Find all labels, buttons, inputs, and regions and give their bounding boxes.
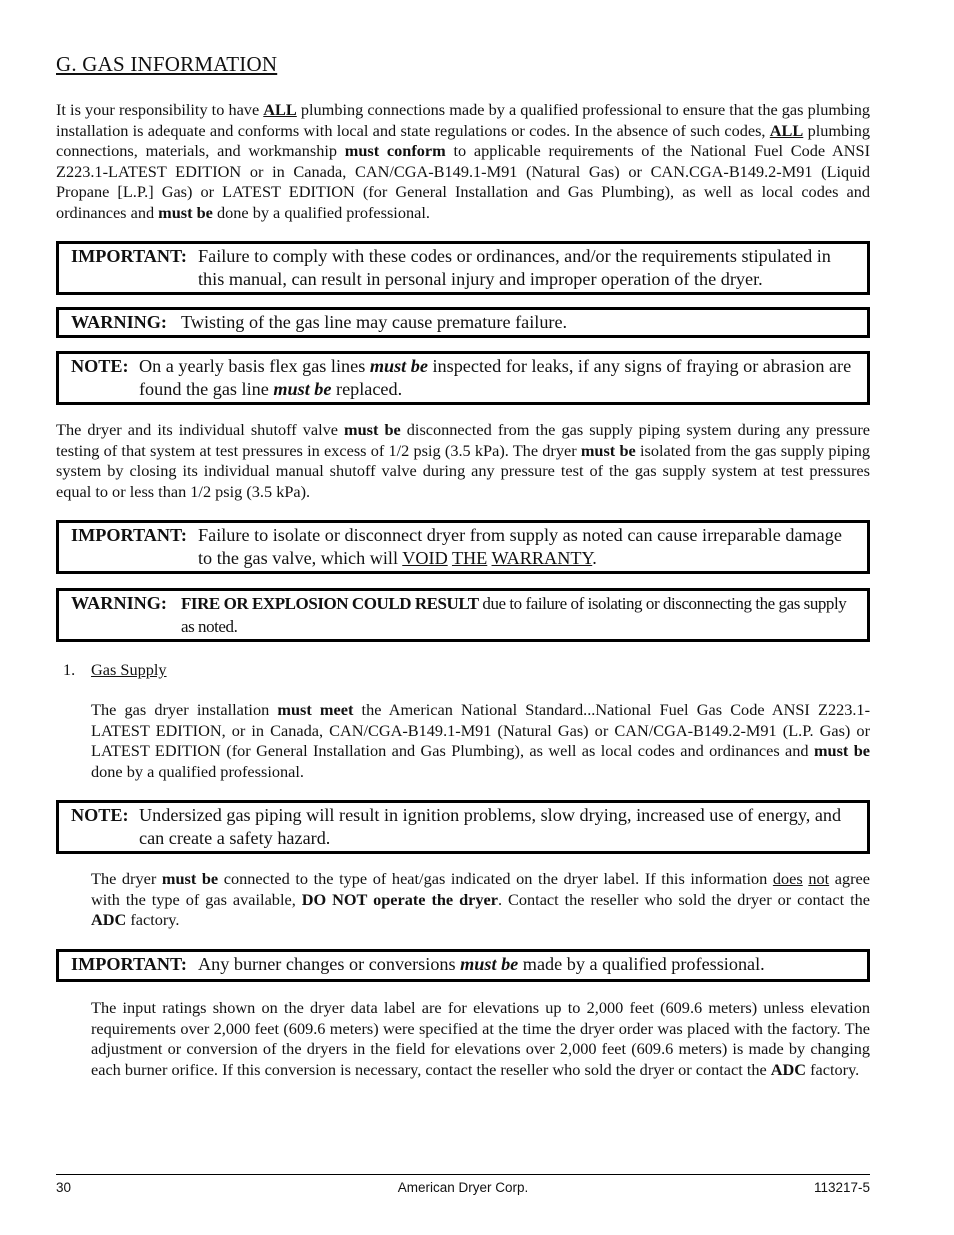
section-title: G. GAS INFORMATION [56,52,278,76]
important-isolate-period: . [592,548,597,568]
warning-label-2: WARNING: [71,593,167,613]
warning-box-twisting [56,307,870,338]
adc-text-2: ADC [770,1059,807,1079]
shutoff-text-1: The dryer and its individual shutoff valve [56,420,345,439]
elevation-text-1: The input ratings shown on the dryer data label are for elevations up to 2,000 feet (609.6 meters) unless elevation requirements over 2,000 feet (609.6 meters) were specified at the time the dryer order was placed with the factory. The adjustment or conversion of the dryers in the field for elevations over 2,000 feet (609.6 meters) is made by changing each burner orifice. If this conversion is necessary, contact the reseller who sold the dryer or contact the [91,998,870,1079]
note-box-flex-lines [56,351,870,405]
intro-text-4: to applicable requirements of the National Fuel Code ANSI Z223.1-LATEST EDITION or in Canada, CAN/CGA-B149.1-M91 (Natural Gas) or CAN.CGA-B149.2-M91 (Liquid Propane [L.P.] Gas) or LATEST EDITION (for General Installation and Gas Plumbing), as well as local codes and ordinances and [56,141,871,222]
note-must-be-1: must be [369,356,428,376]
gas-supply-must-be: must be [813,741,870,761]
shutoff-text-3: isolated from the gas supply piping system by closing its individual manual shutoff valve during any pressure test of the gas supply system at test pressures equal to or less than 1/2 psig (3.5 kPa). [56,440,870,501]
heat-type-must-be: must be [161,869,219,888]
heat-type-text-1: The dryer [91,869,162,888]
important-label: IMPORTANT: [71,246,187,266]
important-text: Failure to comply with these codes or ordinances, and/or the requirements stipulated in this manual, can result in personal injury and improper operation of the dryer. [198,246,831,289]
important-isolate-text: Failure to isolate or disconnect dryer from supply as noted can cause irreparable damage to the gas valve, which will [198,525,842,568]
burner-text-1: Any burner changes or conversions [198,954,461,974]
footer-page-number: 30 [56,1180,72,1195]
gas-supply-text-2: the American National Standard...National Fuel Gas Code ANSI Z223.1-LATEST EDITION, or in Canada, CAN/CGA-B149.1-M91 (Natural Gas) or CAN/CGA-B149.2-M91 (L.P. Gas) or LATEST EDITION (for General Installation and Gas Plumbing), as well as local codes and ordinances and [91,700,870,761]
does-word: does [772,869,803,888]
gas-supply-text-3: done by a qualified professional. [91,761,304,781]
shutoff-text-2: disconnected from the gas supply piping system during any pressure testing of that system at test pressures in excess of 1/2 psig (3.5 kPa). The dryer [56,420,870,460]
intro-all-2: ALL [769,120,804,140]
footer-doc-number: 113217-5 [813,1180,870,1195]
note-text-1: On a yearly basis flex gas lines [139,356,370,376]
heat-type-text-4: . Contact the reseller who sold the dryer or contact the [498,889,870,909]
intro-text-5: done by a qualified professional. [212,202,430,222]
important-box-burner [56,949,870,982]
important-text-2 [71,524,857,570]
important-label-2: IMPORTANT: [71,525,187,545]
document-page [56,0,870,1235]
important-label-3: IMPORTANT: [71,954,187,974]
elevation-paragraph [91,998,870,1080]
intro-must-be: must be [158,202,213,222]
intro-paragraph [56,100,870,224]
list-number: 1. [63,660,76,679]
shutoff-must-be-2: must be [580,440,636,460]
note-label-2: NOTE: [71,805,129,825]
list-title: Gas Supply [91,660,167,679]
void-word: VOID [402,548,448,568]
intro-text-1: It is your responsibility to have [56,100,264,119]
important-box-codes [56,241,870,295]
note-box-undersized [56,800,870,854]
gas-supply-paragraph [91,700,870,782]
shutoff-must-be-1: must be [344,420,401,439]
heat-type-text-5: factory. [126,910,180,930]
gas-supply-must-meet: must meet [277,700,354,719]
warranty-word: WARRANTY [491,548,593,568]
elevation-text-2: factory. [806,1059,860,1079]
note-text-3: replaced. [331,379,403,399]
shutoff-paragraph [56,420,870,502]
warning-label: WARNING: [71,312,167,332]
note-label: NOTE: [71,356,129,376]
list-item-gas-supply [63,660,167,680]
note-text [71,355,857,401]
gas-supply-text-1: The gas dryer installation [91,700,278,719]
intro-all-1: ALL [263,100,297,119]
adc-text: ADC [91,910,127,930]
warning-text-2 [71,592,857,638]
note-must-be-2: must be [273,379,332,399]
do-not-operate: DO NOT operate the dryer [301,889,498,909]
intro-text-2: plumbing connections made by a qualified professional to ensure that the gas plumbing installation is adequate and conforms with local and state regulations or codes. In the absence of such codes, [56,100,870,140]
warning-box-explosion [56,588,870,642]
note-text-2: inspected for leaks, if any signs of fraying or abrasion are found the gas line [139,356,852,399]
not-word: not [808,869,830,888]
important-text-3 [71,953,857,976]
important-box-isolate [56,520,870,574]
intro-must-conform: must conform [344,141,446,161]
warning-text: Twisting of the gas line may cause premature failure. [181,312,568,332]
note-text-2: Undersized gas piping will result in ignition problems, slow drying, increased use of energy, and can create a safety hazard. [139,805,842,848]
fire-explosion-text: FIRE OR EXPLOSION COULD RESULT [181,594,479,613]
footer-divider [56,1174,870,1175]
footer-company: American Dryer Corp. [397,1180,529,1195]
burner-must-be: must be [460,954,519,974]
the-word: THE [451,548,488,568]
warning-explosion-text: due to failure of isolating or disconnecting the gas supply as noted. [181,594,847,636]
intro-text-3: plumbing connections, materials, and workmanship [56,120,870,161]
heat-type-text-3: agree with the type of gas available, [91,869,870,909]
burner-text-2: made by a qualified professional. [518,954,765,974]
heat-type-paragraph [91,869,870,931]
heat-type-text-2: connected to the type of heat/gas indicated on the dryer label. If this information [218,869,773,888]
